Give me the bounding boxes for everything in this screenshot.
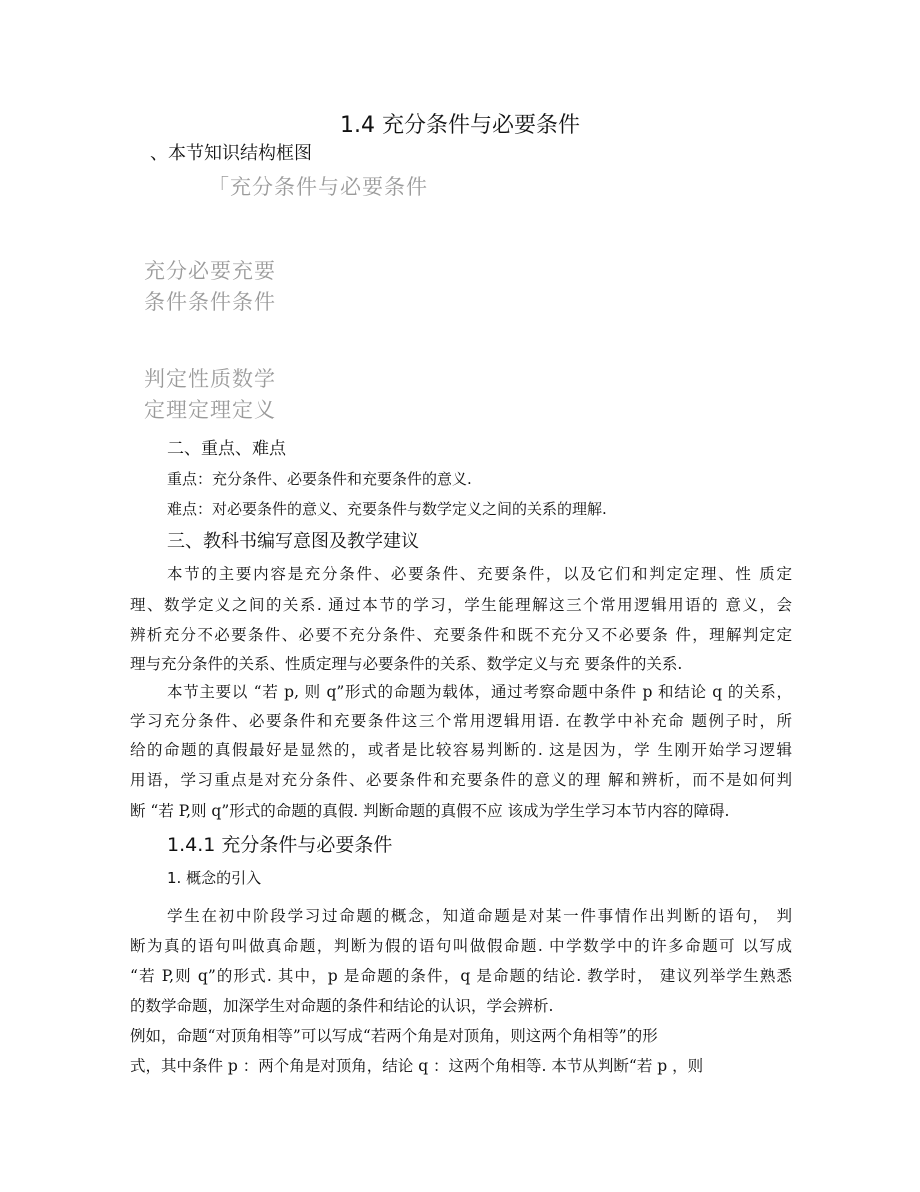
paragraph-line: 学生在初中阶段学习过命题的概念，知道命题是对某一件事情作出判断的语句， 判	[167, 907, 792, 925]
diagram-row: 判定性质数学	[144, 367, 276, 391]
key-point-text: 重点：充分条件、必要条件和充要条件的意义.	[167, 470, 472, 488]
page-title: 1.4 充分条件与必要条件	[340, 113, 580, 138]
subsection-item: 1. 概念的引入	[167, 869, 262, 887]
diagram-root: 「充分条件与必要条件	[208, 175, 428, 199]
diagram-row: 条件条件条件	[144, 290, 276, 314]
paragraph-line: 式，其中条件 p ：两个角是对顶角，结论 q ：这两个角相等. 本节从判断“若 p ，则	[130, 1057, 704, 1075]
diagram-row: 定理定理定义	[144, 398, 276, 422]
paragraph-line: 本节主要以 “若 p, 则 q”形式的命题为载体，通过考察命题中条件 p 和结论 q 的关系，	[167, 683, 792, 701]
paragraph-line: 理、数学定义之间的关系. 通过本节的学习，学生能理解这三个常用逻辑用语的 意义，会	[130, 596, 792, 614]
paragraph-line: “若 P,则 q”的形式. 其中，p 是命题的条件，q 是命题的结论. 教学时， 建议列举学生熟悉	[130, 967, 792, 985]
paragraph-line: 的数学命题，加深学生对命题的条件和结论的认识，学会辨析.	[130, 997, 554, 1015]
paragraph-line: 本节的主要内容是充分条件、必要条件、充要条件，以及它们和判定定理、性 质定	[167, 565, 792, 583]
paragraph-line: 学习充分条件、必要条件和充要条件这三个常用逻辑用语. 在教学中补充命 题例子时，所	[130, 712, 792, 730]
paragraph-line: 断 “若 P,则 q”形式的命题的真假. 判断命题的真假不应 该成为学生学习本节内容的障碍.	[130, 802, 730, 820]
paragraph-line: 断为真的语句叫做真命题，判断为假的语句叫做假命题. 中学数学中的许多命题可 以写成	[130, 937, 792, 955]
paragraph-line: 理与充分条件的关系、性质定理与必要条件的关系、数学定义与充 要条件的关系.	[130, 655, 683, 673]
paragraph-line: 例如，命题“对顶角相等”可以写成“若两个角是对顶角，则这两个角相等”的形	[130, 1027, 658, 1045]
paragraph-line: 辨析充分不必要条件、必要不充分条件、充要条件和既不充分又不必要条 件，理解判定定	[130, 626, 792, 644]
subsection-heading: 1.4.1 充分条件与必要条件	[167, 834, 393, 856]
paragraph-line: 用语，学习重点是对充分条件、必要条件和充要条件的意义的理 解和辨析，而不是如何判	[130, 771, 792, 789]
section-heading-structure: 、本节知识结构框图	[150, 143, 312, 164]
section-heading-teaching: 三、教科书编写意图及教学建议	[167, 531, 419, 552]
paragraph-line: 给的命题的真假最好是显然的，或者是比较容易判断的. 这是因为，学 生刚开始学习逻辑	[130, 741, 792, 759]
diagram-row: 充分必要充要	[144, 259, 276, 283]
section-heading-key-points: 二、重点、难点	[167, 439, 286, 459]
difficulty-text: 难点：对必要条件的意义、充要条件与数学定义之间的关系的理解.	[167, 500, 607, 518]
